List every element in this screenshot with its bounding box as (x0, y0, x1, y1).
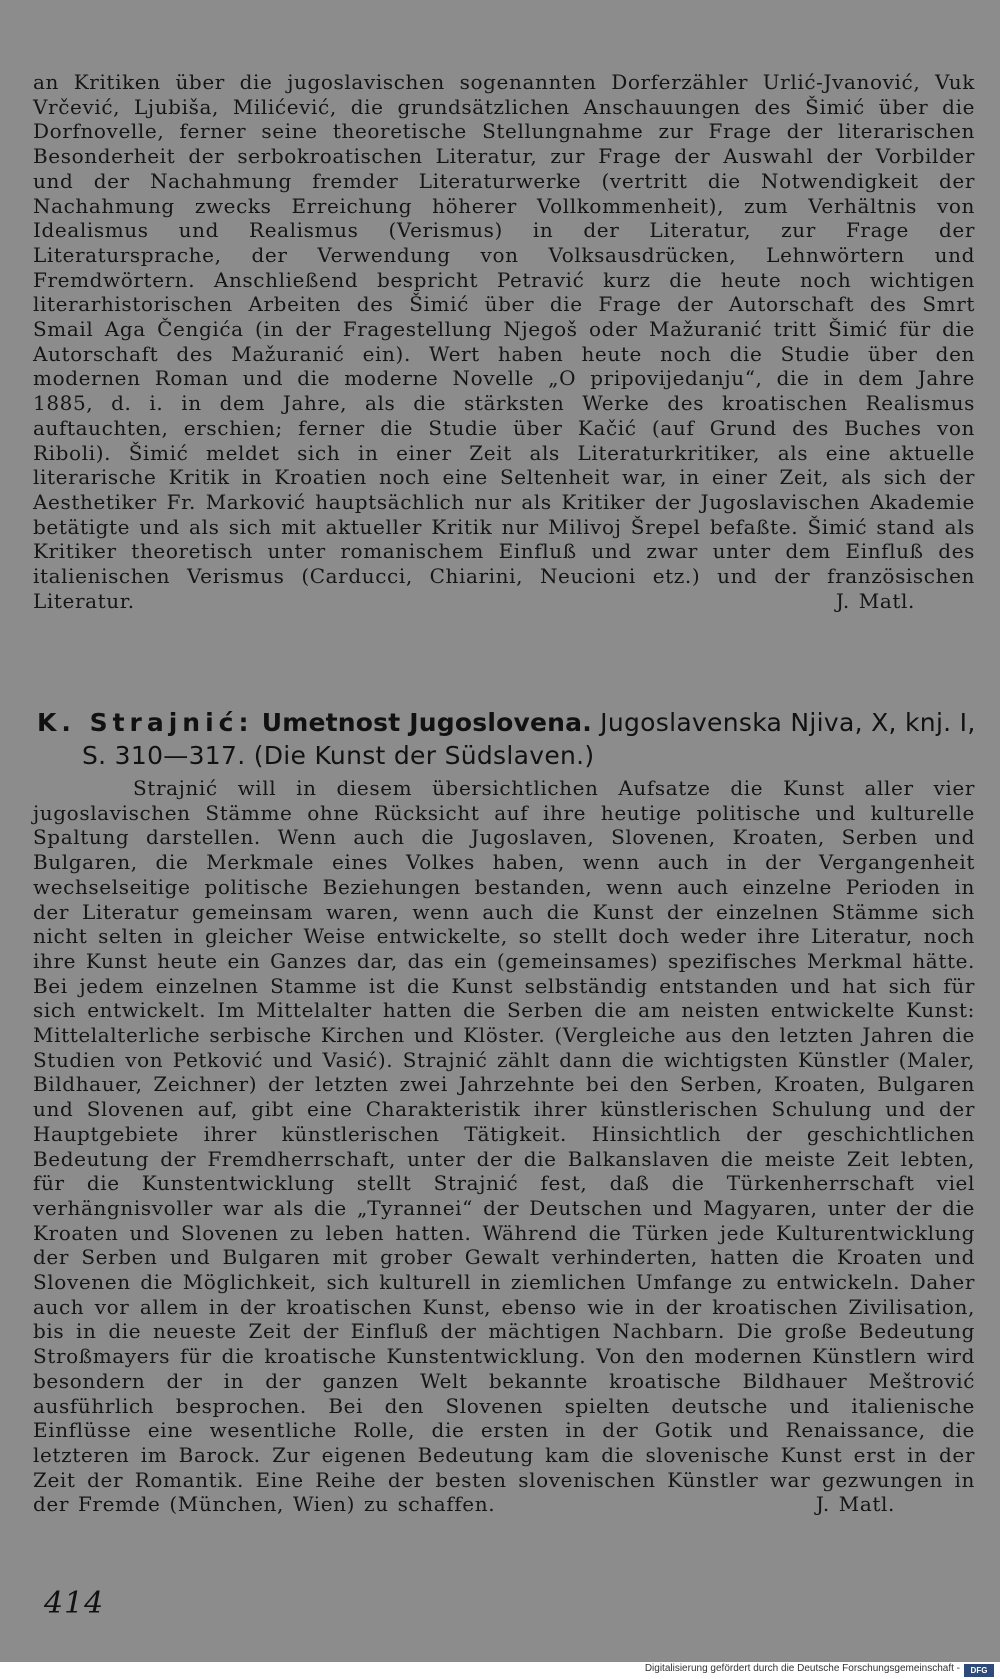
page-number: 414 (44, 1586, 105, 1621)
review-text: Strajnić will in diesem übersichtlichen Aufsatze die Kunst aller vier jugoslavischen Stämme ohne Rücksicht auf ihre heutige politische und kulturelle Spaltung darstellen. Wenn auch die Jugoslaven, Slovenen, Kroaten, Serben und Bulgaren, die Merkmale eines Volkes haben, wenn auch in der Vergangenheit wechselseitige politische Beziehungen bestanden, wenn auch einzelne Perioden in der Literatur gemeinsam waren, wenn auch die Kunst der einzelnen Stämme sich nicht selten in gleicher Weise entwickelte, so stellt doch weder ihre Literatur, noch ihre Kunst heute ein Ganzes dar, das ein (gemeinsames) spezifisches Merkmal hätte. Bei jedem einzelnen Stamme ist die Kunst selbständig entstanden und hat sich für sich entwickelt. Im Mittelalter hatten die Serben die am neisten entwickelte Kunst: Mittelalterliche serbische Kirchen und Klöster. (Vergleiche aus den letzten Jahren die Studien von Petković und Vasić). Strajnić zählt dann die wichtigsten Künstler (Maler, Bildhauer, Zeichner) der letzten zwei Jahrzehnte bei den Serben, Kroaten, Bulgaren und Slovenen auf, gibt eine Charakteristik ihrer künstlerischen Schulung und der Hauptgebiete ihrer künstlerischen Tätigkeit. Hinsichtlich der geschichtlichen Bedeutung der Fremdherrschaft, unter der die Balkanslaven die meiste Zeit lebten, für die Kunstentwicklung stellt Strajnić fest, daß die Türkenherrschaft viel verhängnisvoller war als die „Tyrannei“ der Deutschen und Magyaren, unter der die Kroaten und Slovenen zu leben hatten. Während die Türken jede Kulturentwicklung der Serben und Bulgaren mit grober Gewalt verhinderten, hatten die Kroaten und Slovenen die Möglichkeit, sich kulturell in ziemlichen Umfange zu entwickeln. Daher auch vor allem in der kroatischen Kunst, ebenso wie in der kroatischen Zivilisation, bis in die neueste Zeit der Einfluß der mächtigen Nachbarn. Die große Bedeutung Stroßmayers für die kroatische Kunstentwicklung. Von den modernen Künstlern wird besondern der in der ganzen Welt bekannte kroatische Bildhauer Meštrović ausführlich besprochen. Bei den Slovenen spielten deutsche und italienische Einflüsse eine wesentliche Rolle, die ersten in der Gotik und Renaissance, die letzteren im Barock. Zur eigenen Bedeutung kam die slovenische Kunst erst in der Zeit der Romantik. Eine Reihe der besten slovenischen Künstler war gezwungen in der Fremde (München, Wien) zu schaffen. (33, 776, 975, 1517)
signature: J. Matl. (815, 1492, 895, 1517)
review-title: Umetnost Jugoslovena. (261, 708, 592, 737)
review-heading (37, 706, 977, 772)
signature: J. Matl. (835, 588, 915, 613)
footer-credit: Digitalisierung gefördert durch die Deutsche Forschungsgemeinschaft - (644, 1663, 960, 1674)
review-paragraph (33, 776, 975, 1517)
footer-bar (0, 1662, 1000, 1679)
review-source: Jugoslavenska Njiva, X, knj. I, (600, 708, 976, 737)
review-translation: (Die Kunst der Südslaven.) (253, 741, 595, 770)
review-pages: S. 310—317. (82, 741, 246, 770)
review-paragraph (33, 70, 975, 613)
review-heading-line2 (37, 739, 977, 772)
dfg-logo: DFG (964, 1664, 994, 1677)
review-author: K. Strajnić: (37, 708, 254, 737)
review-text: an Kritiken über die jugoslavischen sogenannten Dorferzähler Urlić-Jvanović, Vuk Vrčević, Ljubiša, Milićević, die grundsätzlichen Anschauungen des Šimić über die Dorfnovelle, ferner seine theoretische Stellungnahme zur Frage der literarischen Besonderheit der serbokroatischen Literatur, zur Frage der Auswahl der Vorbilder und der Nachahmung fremder Literaturwerke (vertritt die Notwendigkeit der Nachahmung zwecks Erreichung höherer Vollkommenheit), zum Verhältnis von Idealismus und Realismus (Verismus) in der Literatur, zur Frage der Literatursprache, der Verwendung von Volksausdrücken, Lehnwörtern und Fremdwörtern. Anschließend bespricht Petravić kurz die heute noch wichtigen literarhistorischen Arbeiten des Šimić über die Frage der Autorschaft des Smrt Smail Aga Čengića (in der Fragestellung Njegoš oder Mažuranić tritt Šimić für die Autorschaft des Mažuranić ein). Wert haben heute noch die Studie über den modernen Roman und die moderne Novelle „O pripovijedanju“, die in dem Jahre 1885, d. i. in dem Jahre, als die stärksten Werke des kroatischen Realismus auftauchten, erschien; ferner die Studie über Kačić (auf Grund des Buches von Riboli). Šimić meldet sich in einer Zeit als Literaturkritiker, als eine aktuelle literarische Kritik in Kroatien noch eine Seltenheit war, in einer Zeit, als sich der Aesthetiker Fr. Marković hauptsächlich nur als Kritiker der Jugoslavischen Akademie betätigte und als sich mit aktueller Kritik nur Milivoj Šrepel befaßte. Šimić stand als Kritiker theoretisch unter romanischem Einfluß und zwar unter dem Einfluß des italienischen Verismus (Carducci, Chiarini, Neucioni etz.) und der französischen Literatur. (33, 70, 975, 613)
